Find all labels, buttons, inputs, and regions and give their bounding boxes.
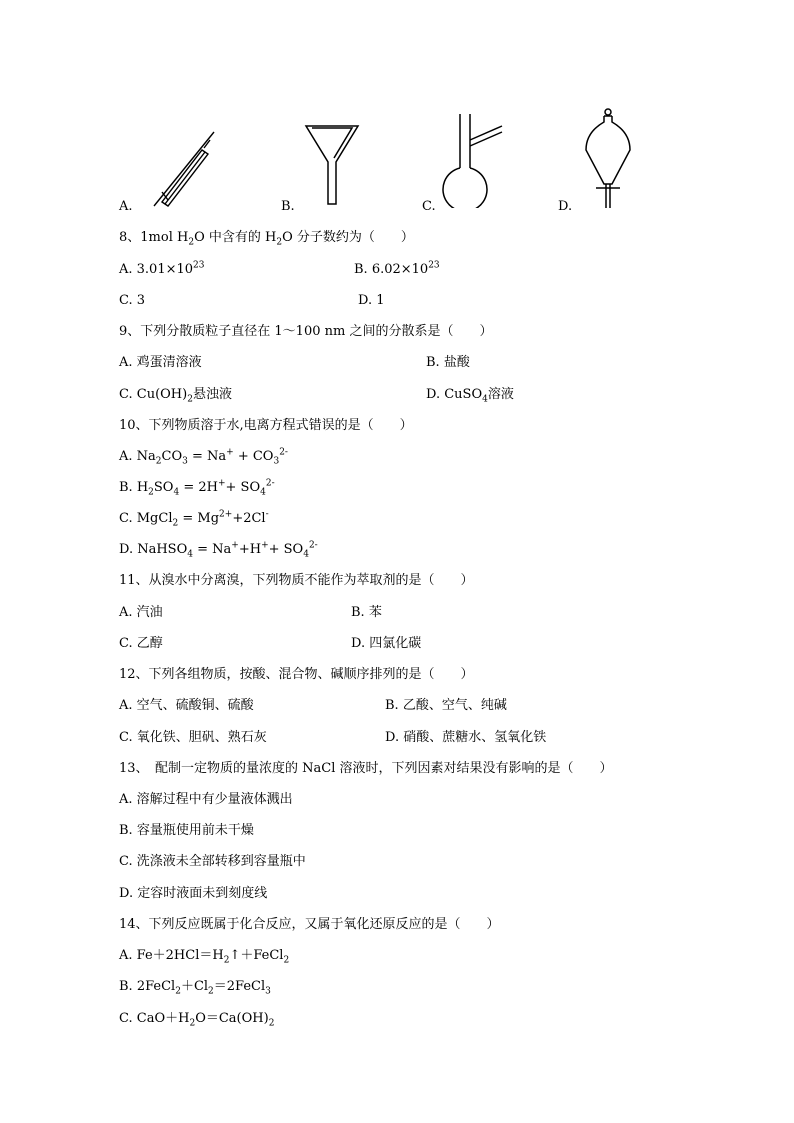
q10-c-part: +2Cl (232, 511, 266, 526)
q10-d-part: D. NaHSO (119, 542, 188, 557)
q14-a-sub: 2 (283, 955, 290, 966)
q9-c-sub: 2 (187, 394, 193, 405)
question-10-stem: 10、下列物质溶于水,电离方程式错误的是（ ） (119, 418, 413, 433)
q10-a-sup: 2- (279, 447, 288, 458)
q8-stem-part: 8、1mol H (119, 230, 189, 245)
q10-c-part: = Mg (178, 511, 220, 526)
q14-option-c[interactable] (119, 1010, 274, 1028)
q10-a-sup: + (226, 447, 234, 458)
q8-option-b-sup: 23 (428, 260, 440, 271)
q10-option-c[interactable] (119, 510, 269, 528)
q10-b-sub: 4 (173, 487, 180, 498)
q11-option-d[interactable]: D. 四氯化碳 (351, 636, 422, 651)
apparatus-label-a: A. (119, 199, 133, 214)
q14-c-part: C. CaO＋H (119, 1011, 190, 1026)
funnel-icon (304, 124, 360, 208)
q8-option-b[interactable] (354, 261, 440, 279)
q10-option-b[interactable] (119, 479, 275, 497)
q14-b-part: ＝2FeCl (213, 979, 266, 994)
q10-option-a[interactable] (119, 448, 288, 466)
q11-option-a[interactable]: A. 汽油 (119, 605, 163, 620)
q10-b-sup: + (217, 478, 226, 489)
q8-sub: 2 (276, 237, 283, 248)
apparatus-label-d: D. (558, 199, 573, 214)
q11-option-c[interactable]: C. 乙醇 (119, 636, 163, 651)
q9-d-text: D. CuSO (426, 387, 483, 402)
question-8-stem (119, 229, 414, 247)
q8-option-b-text: B. 6.02×10 (354, 262, 429, 277)
q9-option-a[interactable]: A. 鸡蛋清溶液 (119, 355, 202, 370)
q10-d-sup: 2- (308, 540, 318, 551)
condenser-icon (148, 128, 220, 210)
q14-c-sub: 2 (268, 1018, 275, 1029)
q10-d-part: +H (238, 542, 262, 557)
q10-a-part: = Na (187, 449, 227, 464)
q8-stem-part: O 分子数约为（ ） (282, 230, 414, 245)
q8-option-d[interactable]: D. 1 (358, 293, 385, 308)
q9-option-d[interactable] (426, 386, 514, 404)
q10-d-sup: + (231, 540, 239, 551)
q10-b-part: B. H (119, 480, 149, 495)
q10-a-sub: 3 (273, 456, 280, 467)
q12-option-a[interactable]: A. 空气、硫酸铜、硫酸 (119, 698, 254, 713)
q13-option-c[interactable]: C. 洗涤液未全部转移到容量瓶中 (119, 854, 306, 869)
q13-option-b[interactable]: B. 容量瓶使用前未干燥 (119, 823, 254, 838)
question-11-stem: 11、从溴水中分离溴，下列物质不能作为萃取剂的是（ ） (119, 573, 474, 588)
q10-c-part: C. MgCl (119, 511, 173, 526)
q10-d-part: = Na (192, 542, 232, 557)
q13-option-d[interactable]: D. 定容时液面未到刻度线 (119, 886, 268, 901)
q14-option-a[interactable] (119, 947, 289, 965)
q10-c-sub: 2 (172, 518, 179, 529)
q8-option-a[interactable] (119, 261, 205, 279)
q9-c-text: C. Cu(OH) (119, 387, 188, 402)
q14-b-sub: 2 (175, 986, 181, 997)
q14-b-part: ＋Cl (180, 979, 209, 994)
q8-option-c[interactable]: C. 3 (119, 293, 146, 308)
q8-sub: 2 (188, 237, 195, 248)
q10-a-part: CO (161, 449, 183, 464)
distilling-flask-icon (440, 112, 506, 208)
q12-option-c[interactable]: C. 氧化铁、胆矾、熟石灰 (119, 730, 267, 745)
q13-option-a[interactable]: A. 溶解过程中有少量液体溅出 (119, 792, 293, 807)
q12-option-d[interactable]: D. 硝酸、蔗糖水、氢氧化铁 (385, 730, 547, 745)
q10-d-sub: 4 (303, 549, 309, 560)
q14-a-part: ↑＋FeCl (229, 948, 284, 963)
q12-option-b[interactable]: B. 乙酸、空气、纯碱 (385, 698, 507, 713)
q14-a-sub: 2 (223, 955, 230, 966)
q8-stem-part: O 中含有的 H (194, 230, 277, 245)
q9-c-text: 悬浊液 (192, 387, 232, 402)
apparatus-label-c: C. (422, 199, 436, 214)
question-13-stem: 13、 配制一定物质的量浓度的 NaCl 溶液时，下列因素对结果没有影响的是（ ） (119, 761, 613, 776)
q14-c-part: O＝Ca(OH) (195, 1011, 269, 1026)
question-14-stem: 14、下列反应既属于化合反应，又属于氧化还原反应的是（ ） (119, 917, 500, 932)
q10-c-sup: 2+ (219, 509, 233, 520)
q10-d-sup: + (261, 540, 269, 551)
q10-a-part: + CO (233, 449, 274, 464)
q14-b-sub: 2 (208, 986, 214, 997)
q10-a-sub: 2 (155, 456, 162, 467)
q11-option-b[interactable]: B. 苯 (351, 605, 382, 620)
q14-c-sub: 2 (189, 1018, 196, 1029)
apparatus-label-b: B. (281, 199, 295, 214)
q10-a-part: A. Na (119, 449, 156, 464)
q10-b-part: SO (153, 480, 174, 495)
q10-b-part: = 2H (179, 480, 218, 495)
q9-option-c[interactable] (119, 386, 232, 404)
q9-d-sub: 4 (482, 394, 488, 405)
q10-b-part: + SO (225, 480, 261, 495)
q14-b-part: B. 2FeCl (119, 979, 176, 994)
q10-d-part: + SO (268, 542, 304, 557)
q10-option-d[interactable] (119, 541, 318, 559)
q10-c-sup: - (265, 509, 269, 520)
q9-d-text: 溶液 (487, 387, 514, 402)
question-12-stem: 12、下列各组物质，按酸、混合物、碱顺序排列的是（ ） (119, 667, 474, 682)
q10-d-sub: 4 (187, 549, 193, 560)
q9-option-b[interactable]: B. 盐酸 (426, 355, 470, 370)
q8-option-a-text: A. 3.01×10 (119, 262, 194, 277)
question-9-stem: 9、下列分散质粒子直径在 1～100 nm 之间的分散系是（ ） (119, 324, 493, 339)
separatory-funnel-icon (582, 106, 634, 212)
q14-b-sub: 3 (265, 986, 271, 997)
q10-b-sub: 4 (260, 487, 266, 498)
q8-option-a-sup: 23 (193, 260, 205, 271)
q14-option-b[interactable] (119, 978, 271, 996)
q14-a-part: A. Fe＋2HCl＝H (119, 948, 224, 963)
q10-b-sup: 2- (265, 478, 275, 489)
q10-a-sub: 3 (182, 456, 188, 467)
q10-b-sub: 2 (148, 487, 154, 498)
